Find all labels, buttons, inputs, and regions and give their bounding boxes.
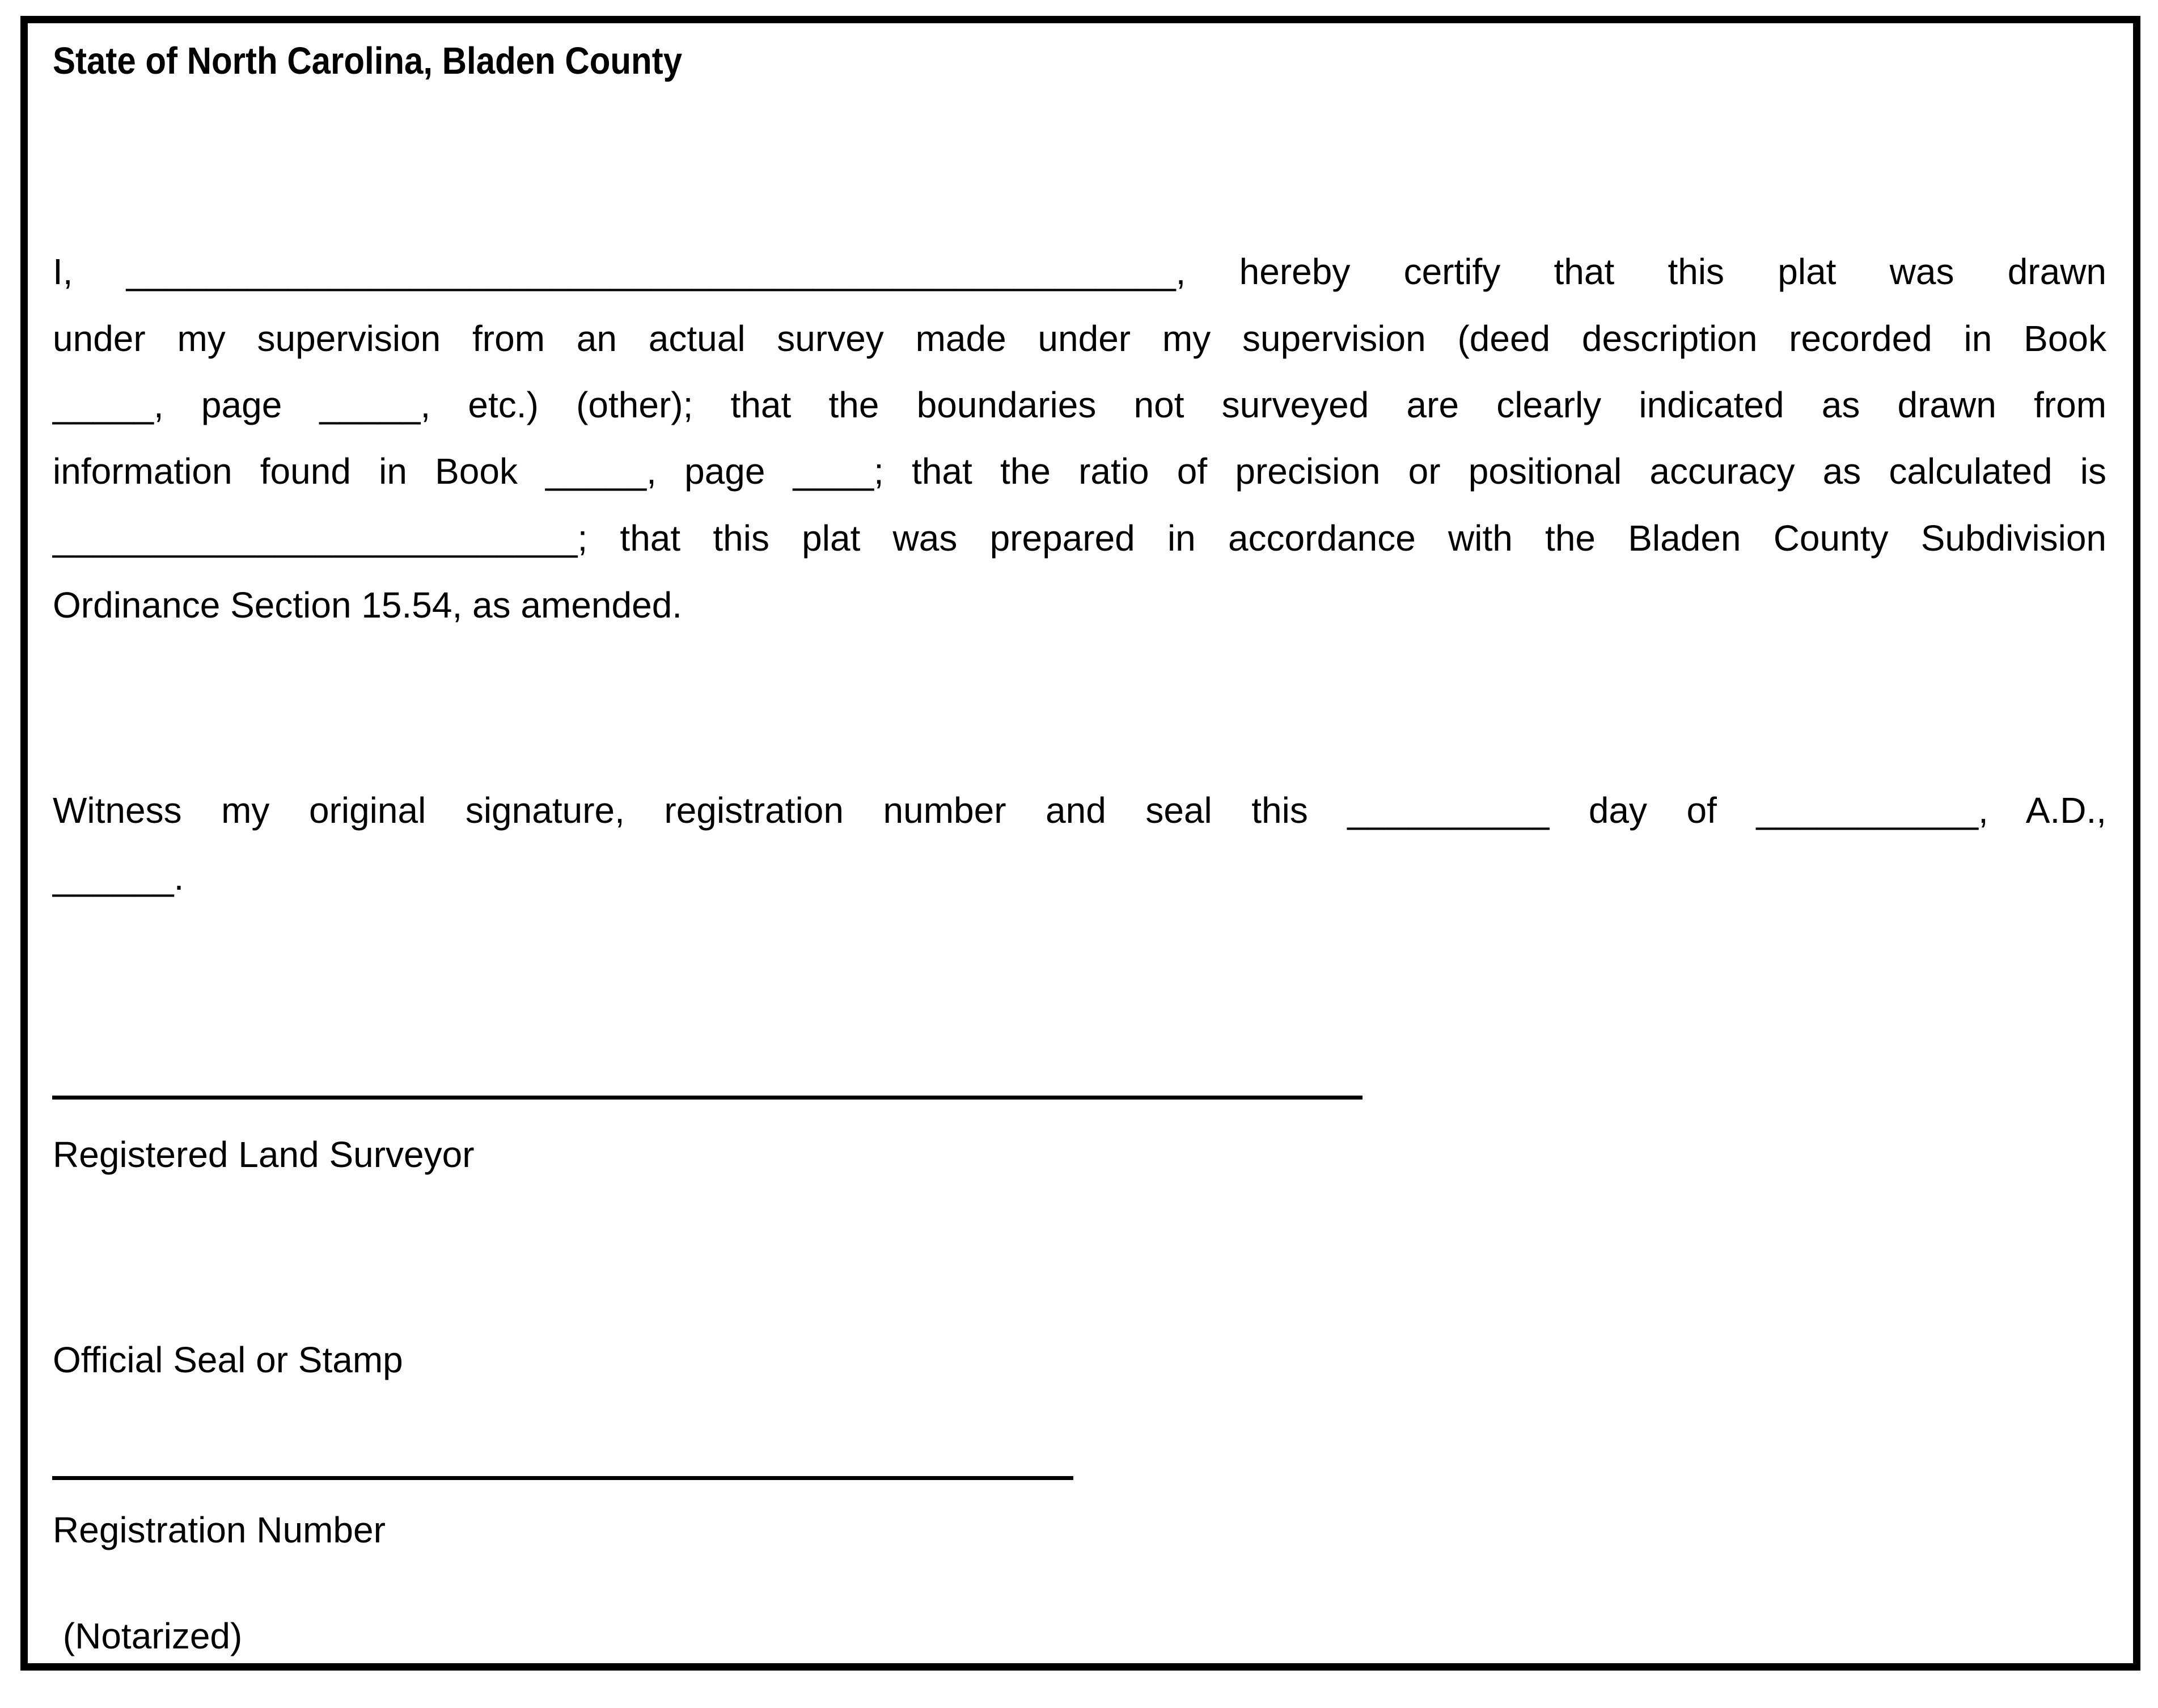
witness-line-1: Witness my original signature, registration number and seal this __________ day of ___________, A.D., [53,790,2106,831]
witness-line-2: ______. [53,857,184,898]
surveyor-signature-label: Registered Land Surveyor [53,1134,475,1175]
registration-number-label: Registration Number [53,1510,386,1550]
official-seal-label: Official Seal or Stamp [53,1339,403,1380]
surveyor-signature-line[interactable] [52,1096,1362,1100]
document-heading: State of North Carolina, Bladen County [53,39,683,82]
certificate-line-6: Ordinance Section 15.54, as amended. [53,585,683,625]
certificate-line-2: under my supervision from an actual survey made under my supervision (deed description recorded in Book [53,318,2106,359]
certificate-line-5: __________________________; that this plat was prepared in accordance with the Bladen County Subdivision [53,518,2106,559]
certificate-line-1: I, ____________________________________________________, hereby certify that this plat was drawn [53,251,2106,292]
certificate-line-3: _____, page _____, etc.) (other); that the boundaries not surveyed are clearly indicated as drawn from [53,384,2106,425]
certificate-line-4: information found in Book _____, page ____; that the ratio of precision or positional accuracy as calculated is [53,451,2106,492]
notarized-label: (Notarized) [53,1616,243,1656]
registration-number-line[interactable] [52,1476,1073,1480]
